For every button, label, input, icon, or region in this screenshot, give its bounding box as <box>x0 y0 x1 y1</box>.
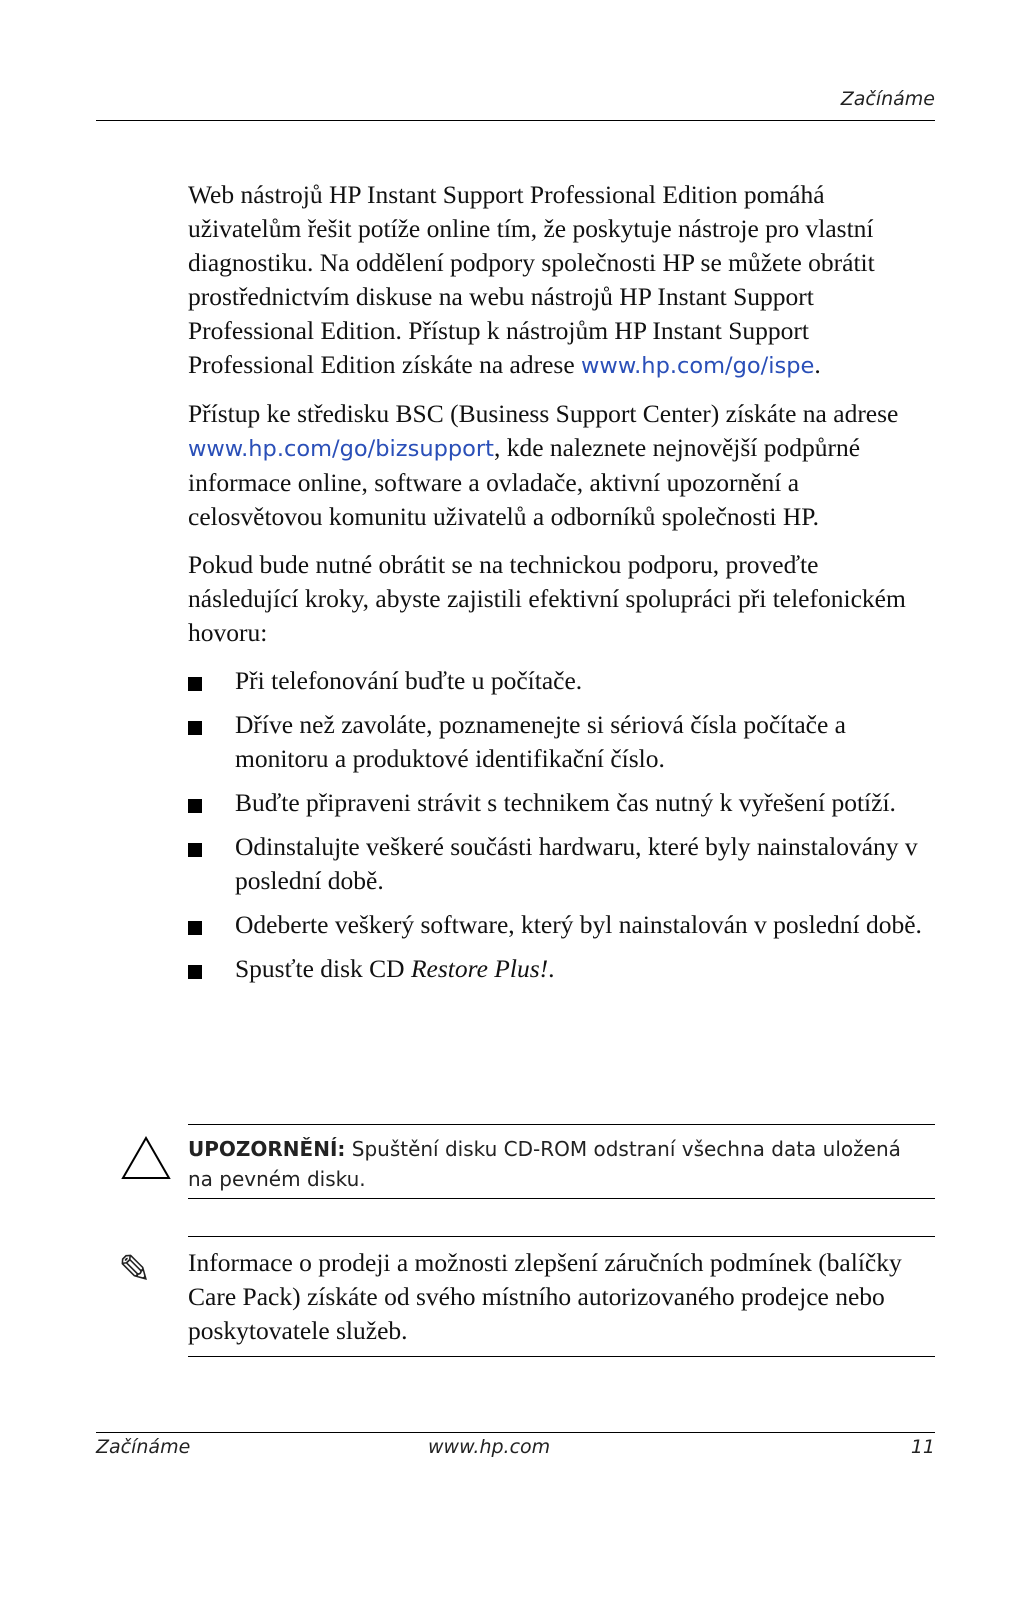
list-item <box>188 830 928 898</box>
list-item <box>188 708 928 776</box>
header-divider <box>96 120 935 121</box>
step-text: Buďte připraveni strávit s technikem čas nutný k vyřešení potíží. <box>235 788 896 817</box>
list-item <box>188 664 928 698</box>
step-text: Odinstalujte veškeré součásti hardwaru, které byly nainstalovány v poslední době. <box>235 832 918 895</box>
page-number: 11 <box>910 1436 935 1458</box>
note-top-rule <box>188 1236 935 1237</box>
support-steps-list <box>188 664 928 986</box>
note-message: Informace o prodeji a možnosti zlepšení záručních podmínek (balíčky Care Pack) získáte od svého místního autorizovaného prodejce nebo poskytovatele služeb. <box>188 1248 902 1345</box>
paragraph-bsc <box>188 397 928 534</box>
footer-divider <box>96 1432 935 1433</box>
caution-label: UPOZORNĚNÍ: <box>188 1137 346 1161</box>
paragraph-support-intro: Pokud bude nutné obrátit se na technickou podporu, proveďte následující kroky, abyste zajistili efektivní spolupráci při telefonickém hovoru: <box>188 550 906 647</box>
paragraph-bsc-start: Přístup ke středisku BSC (Business Support Center) získáte na adrese <box>188 399 899 428</box>
link-ispe[interactable]: www.hp.com/go/ispe <box>581 353 815 379</box>
main-content <box>188 178 928 996</box>
square-bullet-icon <box>188 965 202 979</box>
pencil-note-icon: ✎ <box>118 1247 152 1293</box>
square-bullet-icon <box>188 799 202 813</box>
square-bullet-icon <box>188 677 202 691</box>
paragraph-bsc-end: , kde naleznete nejnovější podpůrné informace online, software a ovladače, aktivní upozornění a celosvětovou komunitu uživatelů a odborníků společnosti HP. <box>188 433 861 531</box>
restore-plus-name: Restore Plus! <box>410 954 549 983</box>
paragraph-ispe-text: Web nástrojů HP Instant Support Professional Edition pomáhá uživatelům řešit potíže online tím, že poskytuje nástroje pro vlastní diagnostiku. Na oddělení podpory společnosti HP se můžete obrátit prostřednictvím diskuse na webu nástrojů HP Instant Support Professional Edition. Přístup k nástrojům HP Instant Support Professional Edition získáte na adrese <box>188 180 875 379</box>
link-bizsupport[interactable]: www.hp.com/go/bizsupport <box>188 436 494 462</box>
caution-bottom-rule <box>188 1198 935 1199</box>
list-item <box>188 786 928 820</box>
step-text: Dříve než zavoláte, poznamenejte si sériová čísla počítače a monitoru a produktové identifikační číslo. <box>235 710 846 773</box>
caution-top-rule <box>188 1124 935 1125</box>
caution-text: Spuštění disku CD-ROM odstraní všechna data uložená na pevném disku. <box>188 1137 901 1191</box>
step-text: Odeberte veškerý software, který byl nainstalován v poslední době. <box>235 910 922 939</box>
step-text-end: . <box>548 954 555 983</box>
note-bottom-rule <box>188 1356 935 1357</box>
square-bullet-icon <box>188 843 202 857</box>
list-item <box>188 908 928 942</box>
square-bullet-icon <box>188 721 202 735</box>
square-bullet-icon <box>188 921 202 935</box>
running-header-title: Začínáme <box>840 88 935 110</box>
caution-message <box>188 1134 928 1194</box>
footer-url: www.hp.com <box>428 1436 551 1458</box>
paragraph-ispe <box>188 178 928 383</box>
step-text: Při telefonování buďte u počítače. <box>235 666 583 695</box>
warning-triangle-icon <box>120 1134 172 1182</box>
paragraph-ispe-end: . <box>814 350 821 379</box>
footer-section-title: Začínáme <box>96 1436 191 1458</box>
step-text: Spusťte disk CD <box>235 954 411 983</box>
list-item <box>188 952 928 986</box>
